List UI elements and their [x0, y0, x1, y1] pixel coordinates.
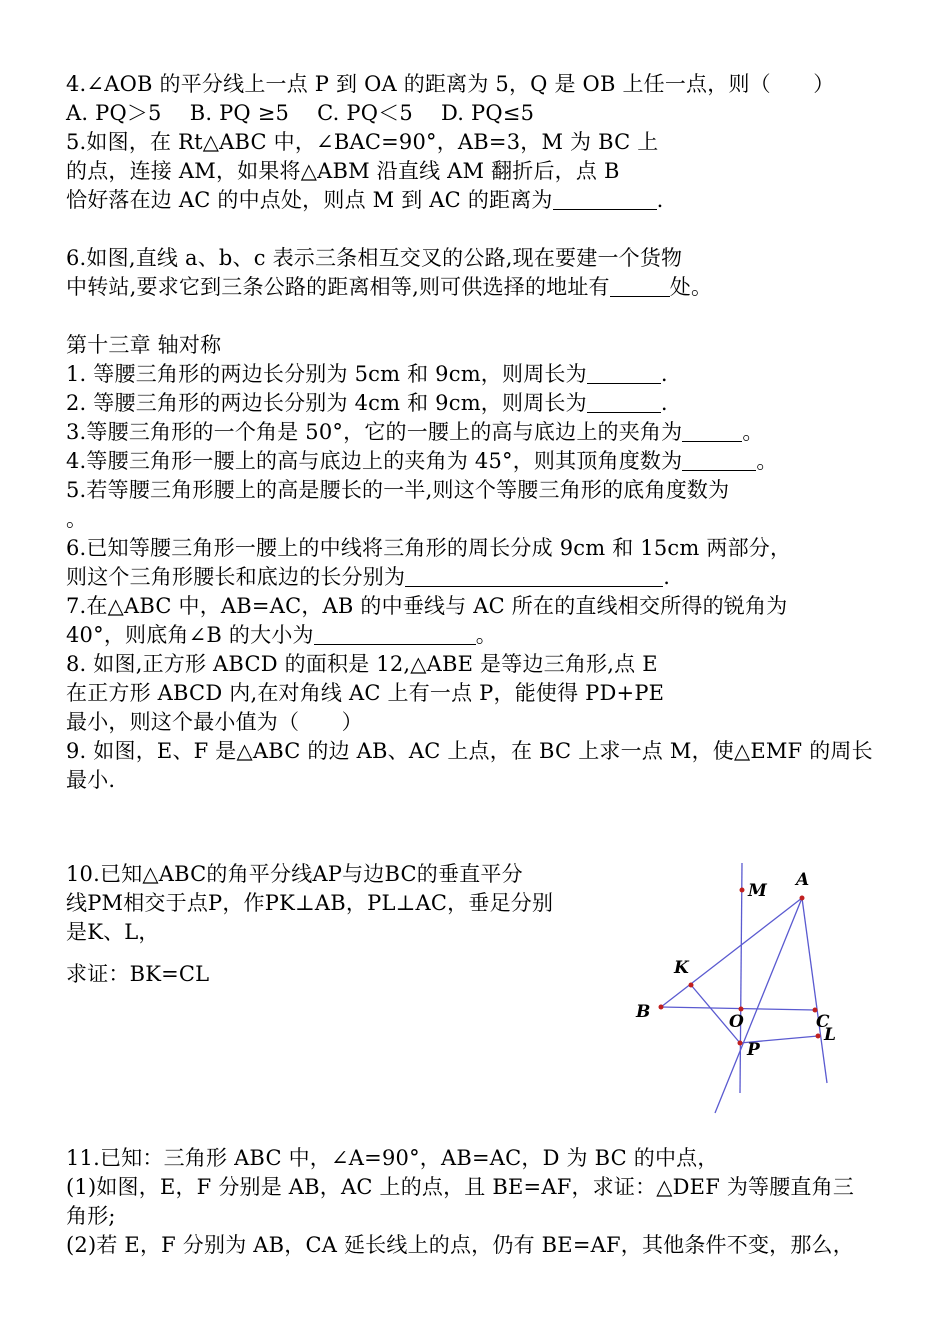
label-k: K: [674, 958, 689, 978]
q6-line-1: 6.如图,直线 a、b、c 表示三条相互交叉的公路,现在要建一个货物: [66, 246, 683, 270]
answer-blank: [553, 189, 657, 210]
p10-line-1: 10.已知△ABC的角平分线AP与边BC的垂直平分: [66, 862, 523, 886]
p7-line-1: 7.在△ABC 中，AB=AC，AB 的中垂线与 AC 所在的直线相交所得的锐角为: [66, 594, 788, 618]
label-b: B: [636, 1002, 651, 1022]
point-m: [740, 888, 745, 893]
q5-line-1: 5.如图，在 Rt△ABC 中，∠BAC=90°，AB=3，M 为 BC 上: [66, 130, 659, 154]
answer-blank: [682, 421, 742, 442]
p3: 3.等腰三角形的一个角是 50°，它的一腰上的高与底边上的夹角为 。: [66, 420, 764, 444]
p9-line-2: 最小.: [66, 768, 116, 792]
label-p: P: [747, 1040, 760, 1060]
p11-line-3: 角形;: [66, 1204, 116, 1228]
segment-bc: [661, 1007, 815, 1010]
label-o: O: [729, 1012, 744, 1032]
chapter-heading: 第十三章 轴对称: [66, 333, 222, 357]
answer-blank: [610, 276, 670, 297]
p8-line-3: 最小，则这个最小值为（ ）: [66, 710, 363, 734]
q6-line-2: 中转站,要求它到三条公路的距离相等,则可供选择的地址有 处。: [66, 275, 713, 299]
segment-ac: [802, 898, 827, 1083]
p1: 1. 等腰三角形的两边长分别为 5cm 和 9cm，则周长为 .: [66, 362, 668, 386]
perpendicular-bisector-pm: [740, 863, 742, 1093]
point-k: [689, 983, 694, 988]
label-a: A: [796, 870, 810, 890]
answer-blank: [405, 566, 663, 587]
p10-line-4: 求证：BK=CL: [66, 962, 210, 986]
p6-line-1: 6.已知等腰三角形一腰上的中线将三角形的周长分成 9cm 和 15cm 两部分，: [66, 536, 792, 560]
point-a: [800, 896, 805, 901]
answer-blank: [587, 392, 661, 413]
label-l: L: [824, 1025, 836, 1045]
p6-line-2: 则这个三角形腰长和底边的长分别为 .: [66, 565, 671, 589]
point-o: [739, 1007, 744, 1012]
geometry-figure: [620, 855, 860, 1125]
p9-line-1: 9. 如图，E、F 是△ABC 的边 AB、AC 上点，在 BC 上求一点 M，使△EMF 的周长: [66, 739, 873, 763]
p11-line-1: 11.已知：三角形 ABC 中，∠A=90°，AB=AC，D 为 BC 的中点，: [66, 1146, 719, 1170]
segment-ab: [661, 898, 802, 1007]
p4: 4.等腰三角形一腰上的高与底边上的夹角为 45°，则其顶角度数为 。: [66, 449, 778, 473]
p7-line-2: 40°，则底角∠B 的大小为 。: [66, 623, 497, 647]
q5-line-2: 的点，连接 AM，如果将△ABM 沿直线 AM 翻折后，点 B: [66, 159, 620, 183]
label-c: C: [816, 1012, 830, 1032]
point-p: [738, 1041, 743, 1046]
p11-line-4: (2)若 E，F 分别为 AB，CA 延长线上的点，仍有 BE=AF，其他条件不变，那么，: [66, 1233, 854, 1257]
q5-line-3: 恰好落在边 AC 的中点处，则点 M 到 AC 的距离为 .: [66, 188, 664, 212]
point-b: [659, 1005, 664, 1010]
p10-line-3: 是K、L，: [66, 920, 160, 944]
answer-blank: [682, 450, 756, 471]
q4-stem: 4.∠AOB 的平分线上一点 P 到 OA 的距离为 5，Q 是 OB 上任一点，则（ ）: [66, 72, 835, 96]
bisector-ap: [715, 898, 802, 1113]
point-l: [816, 1034, 821, 1039]
answer-blank: [587, 363, 661, 384]
p8-line-2: 在正方形 ABCD 内,在对角线 AC 上有一点 P，能使得 PD+PE: [66, 681, 665, 705]
label-m: M: [748, 881, 767, 901]
q4-options: A. PQ＞5 B. PQ ≥5 C. PQ＜5 D. PQ≤5: [66, 101, 535, 125]
answer-blank: [314, 624, 476, 645]
p8-line-1: 8. 如图,正方形 ABCD 的面积是 12,△ABE 是等边三角形,点 E: [66, 652, 658, 676]
p5-line-1: 5.若等腰三角形腰上的高是腰长的一半,则这个等腰三角形的底角度数为: [66, 478, 730, 502]
p2: 2. 等腰三角形的两边长分别为 4cm 和 9cm，则周长为 .: [66, 391, 668, 415]
p11-line-2: (1)如图，E，F 分别是 AB，AC 上的点，且 BE=AF，求证：△DEF 为等腰直角三: [66, 1175, 855, 1199]
p5-line-2: 。: [66, 507, 88, 531]
p10-line-2: 线PM相交于点P，作PK⊥AB，PL⊥AC，垂足分别: [66, 891, 554, 915]
